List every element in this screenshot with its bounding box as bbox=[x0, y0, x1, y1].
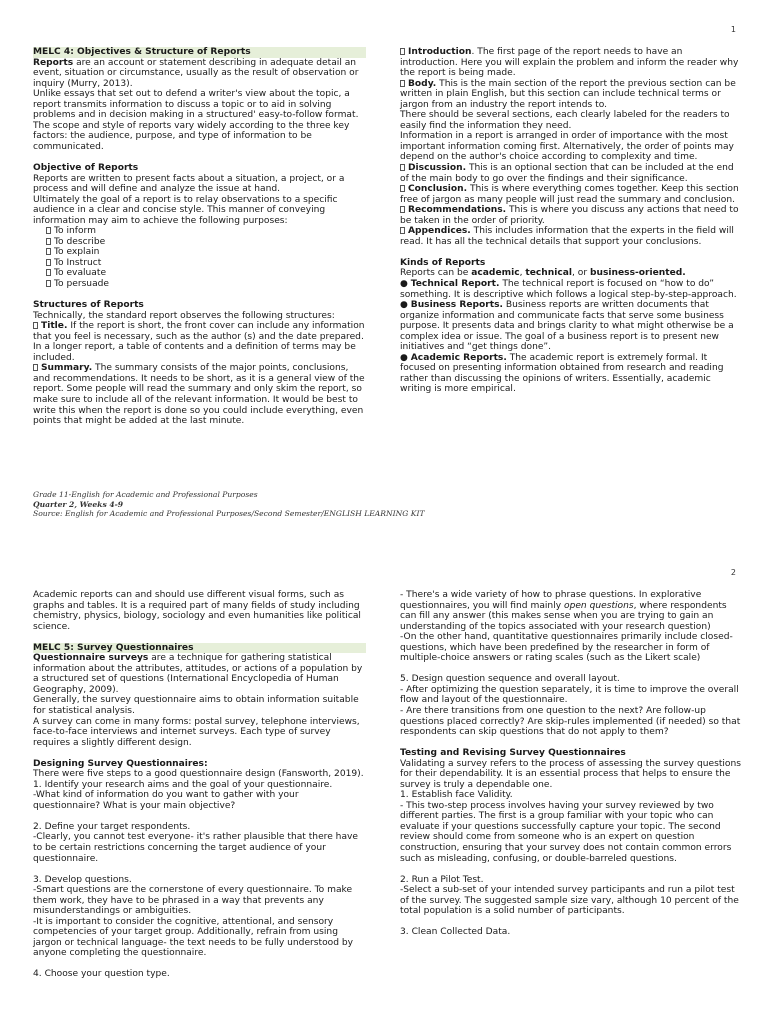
paragraph: Validating a survey refers to the process of assessing the survey questions for their dependability. It is an essential process that helps to ensure the survey is truly a dependable one. bbox=[400, 758, 741, 790]
paragraph bbox=[33, 58, 366, 90]
list-item: To describe bbox=[46, 237, 366, 248]
footer bbox=[33, 490, 425, 519]
paragraph: - There's a wide variety of how to phrase questions. In explorative questionnaires, you will find mainly open questions, where respondents can fill any answer (this makes sense when you are trying to gain an understanding of the topics associated with your research question) bbox=[400, 590, 727, 632]
paragraph: -What kind of information do you want to gather with your questionnaire? What is your main objective? bbox=[33, 790, 299, 811]
list-item: To evaluate bbox=[46, 268, 366, 279]
list-item: To persuade bbox=[46, 279, 366, 290]
bullet-box-icon bbox=[400, 80, 405, 87]
bullet-box-icon bbox=[400, 206, 405, 213]
paragraph: A survey can come in many forms: postal survey, telephone interviews, face-to-face interviews and internet surveys. Each type of survey requires a slightly different design. bbox=[33, 716, 360, 748]
page-number: 2 bbox=[730, 568, 736, 577]
paragraph: Academic reports can and should use different visual forms, such as graphs and tables. It is a required part of many fields of study including chemistry, physics, biology, sociology and even humanities like political science. bbox=[33, 590, 361, 632]
paragraph: Ultimately the goal of a report is to relay observations to a specific audience in a clear and concise style. This manner of conveying information may aim to achieve the following purposes: bbox=[33, 194, 338, 226]
page-2 bbox=[0, 560, 768, 1024]
subheading: Kinds of Reports bbox=[400, 257, 486, 268]
paragraph: The scope and style of reports vary widely according to the three key factors: the audience, purpose, and type of information to be communicated. bbox=[33, 120, 350, 152]
bullet-box-icon bbox=[33, 364, 38, 371]
list-item: To explain bbox=[46, 247, 366, 258]
list-item: 3. Develop questions. bbox=[33, 874, 132, 885]
paragraph: ● Academic Reports. The academic report is extremely formal. It focused on presenting information obtained from research and reading rather than discussing the opinions of writers. Essentially, academic writing is more empirical. bbox=[400, 352, 724, 395]
text: are an account or statement describing in adequate detail an event, situation or circumstance, usually as the result of observation or inquiry (Murry, 2013). bbox=[33, 57, 359, 89]
paragraph: -It is important to consider the cognitive, attentional, and sensory competencies of your target group. Additionally, refrain from using jargon or technical language- the text needs to be fully understood by anyone completing the questionnaire. bbox=[33, 916, 354, 959]
left-column bbox=[33, 590, 366, 980]
term: Reports bbox=[33, 57, 74, 68]
footer-line: Grade 11-English for Academic and Professional Purposes bbox=[33, 490, 258, 499]
purpose-list bbox=[33, 226, 366, 289]
list-item: 1. Identify your research aims and the goal of your questionnaire. bbox=[33, 779, 333, 790]
paragraph: Body. This is the main section of the report the previous section can be written in plain English, but this section can include technical terms or jargon from an industry the report intends to. bbox=[400, 78, 736, 110]
left-column bbox=[33, 47, 366, 427]
bullet-box-icon bbox=[400, 48, 405, 55]
list-item: To inform bbox=[46, 226, 366, 237]
list-item: 3. Clean Collected Data. bbox=[400, 927, 511, 938]
list-item: 4. Choose your question type. bbox=[33, 969, 170, 980]
paragraph: Summary. The summary consists of the major points, conclusions, and recommendations. It needs to be short, as it is a general view of the report. Some people will read the summary and only skim the report, so make sure to include all of the relevant information. It would be best to write this when the report is done so you could include everything, even points that might be added at the last minute. bbox=[33, 363, 365, 427]
paragraph: -Select a sub-set of your intended survey participants and run a pilot test of the survey. The suggested sample size vary, although 10 percent of the total population is a solid number of participants. bbox=[400, 885, 739, 917]
paragraph: -On the other hand, quantitative questionnaires primarily include closed-questions, which have been predefined by the researcher in form of multiple-choice answers or rating scales (such as the Likert scale) bbox=[400, 632, 733, 664]
bullet-box-icon bbox=[400, 227, 405, 234]
list-item: 2. Run a Pilot Test. bbox=[400, 874, 484, 885]
paragraph: Information in a report is arranged in order of importance with the most important information coming first. Alternatively, the order of points may depend on the author's choice according to complexity and time. bbox=[400, 131, 734, 163]
bullet-dot-icon: ● bbox=[400, 278, 408, 289]
bullet-box-icon bbox=[400, 164, 405, 171]
list-item: 2. Define your target respondents. bbox=[33, 821, 191, 832]
paragraph: Reports are written to present facts about a situation, a project, or a process and will define and analyze the issue at hand. bbox=[33, 173, 345, 195]
bullet-box-icon bbox=[46, 269, 51, 276]
section-heading: MELC 5: Survey Questionnaires bbox=[33, 643, 366, 654]
right-column bbox=[400, 47, 742, 395]
section-heading: MELC 4: Objectives & Structure of Reports bbox=[33, 47, 366, 58]
subheading: Structures of Reports bbox=[33, 300, 144, 311]
list-item: To Instruct bbox=[46, 258, 366, 269]
paragraph: Discussion. This is an optional section that can be included at the end of the main body to go over the findings and their significance. bbox=[400, 163, 734, 184]
paragraph: Title. If the report is short, the front cover can include any information that you feel is necessary, such as the author (s) and the date prepared. In a longer report, a table of contents and a definition of terms may be included. bbox=[33, 321, 365, 363]
paragraph: ● Technical Report. The technical report is focused on “how to do” something. It is descriptive which follows a logical step-by-step-approach. bbox=[400, 278, 737, 300]
subheading: Objective of Reports bbox=[33, 162, 139, 173]
paragraph: Introduction. The first page of the report needs to have an introduction. Here you will explain the problem and inform the reader why the report is being made. bbox=[400, 47, 739, 79]
footer-line: Source: English for Academic and Professional Purposes/Second Semester/ENGLISH LEARNING KIT bbox=[33, 509, 425, 518]
paragraph: Technically, the standard report observes the following structures: bbox=[33, 310, 335, 321]
subheading: Testing and Revising Survey Questionnaires bbox=[400, 748, 626, 759]
paragraph: There were five steps to a good questionnaire design (Fansworth, 2019). bbox=[33, 769, 364, 780]
bullet-box-icon bbox=[46, 248, 51, 255]
paragraph: Generally, the survey questionnaire aims to obtain information suitable for statistical analysis. bbox=[33, 695, 359, 716]
subheading: Designing Survey Questionnaires: bbox=[33, 758, 208, 769]
paragraph: Recommendations. This is where you discuss any actions that need to be taken in the order of priority. bbox=[400, 205, 739, 226]
paragraph: ● Business Reports. Business reports are written documents that organize information and communicate facts that serve some business purpose. It presents data and brings clarity to what might otherwise be a complex idea or issue. The goal of a business report is to present new initiatives and “get things done”. bbox=[400, 300, 734, 353]
paragraph: - This two-step process involves having your survey reviewed by two different parties. The first is a group familiar with your topic who can evaluate if your questions successfully capture your topic. The second review should come from someone who is an expert on question construction, ensuring that your survey does not contain common errors such as misleading, confusing, or double-barreled questions. bbox=[400, 800, 732, 864]
paragraph: Questionnaire surveys are a technique for gathering statistical information about the attributes, attitudes, or actions of a population by a structured set of questions (International Encyclopedia of Human Geography, 2009). bbox=[33, 653, 363, 695]
bullet-box-icon bbox=[46, 280, 51, 287]
bullet-box-icon bbox=[46, 238, 51, 245]
bullet-dot-icon: ● bbox=[400, 300, 408, 311]
paragraph: There should be several sections, each clearly labeled for the readers to easily find the information they need. bbox=[400, 110, 730, 131]
bullet-dot-icon: ● bbox=[400, 352, 408, 363]
paragraph: - Are there transitions from one question to the next? Are follow-up questions placed correctly? Are skip-rules implemented (if needed) so that respondents can skip questions that do not apply to them? bbox=[400, 705, 741, 738]
list-item: 5. Design question sequence and overall layout. bbox=[400, 674, 620, 685]
bullet-box-icon bbox=[400, 185, 405, 192]
list-item: 1. Establish face Validity. bbox=[400, 790, 513, 801]
bullet-box-icon bbox=[46, 259, 51, 266]
bullet-box-icon bbox=[33, 322, 38, 329]
paragraph: -Clearly, you cannot test everyone- it's rather plausible that there have to be certain restrictions concerning the target audience of your questionnaire. bbox=[33, 832, 358, 864]
paragraph: Conclusion. This is where everything comes together. Keep this section free of jargon as many people will just read the summary and conclusion. bbox=[400, 184, 739, 205]
bullet-box-icon bbox=[46, 227, 51, 234]
paragraph: - After optimizing the question separately, it is time to improve the overall flow and layout of the questionnaire. bbox=[400, 684, 739, 706]
page-number: 1 bbox=[730, 25, 736, 34]
paragraph: Unlike essays that set out to defend a writer's view about the topic, a report transmits information to discuss a topic or to aid in solving problems and in decision making in a structured' easy-to-follow format. bbox=[33, 89, 359, 121]
footer-line: Quarter 2, Weeks 4-9 bbox=[33, 499, 124, 509]
right-column bbox=[400, 590, 742, 938]
paragraph: Appendices. This includes information that the experts in the field will read. It has all the technical details that support your conclusions. bbox=[400, 226, 734, 247]
paragraph: Reports can be academic, technical, or business-oriented. bbox=[400, 268, 686, 279]
paragraph: -Smart questions are the cornerstone of every questionnaire. To make them work, they have to be phrased in a way that prevents any misunderstandings or ambiguities. bbox=[33, 885, 353, 917]
